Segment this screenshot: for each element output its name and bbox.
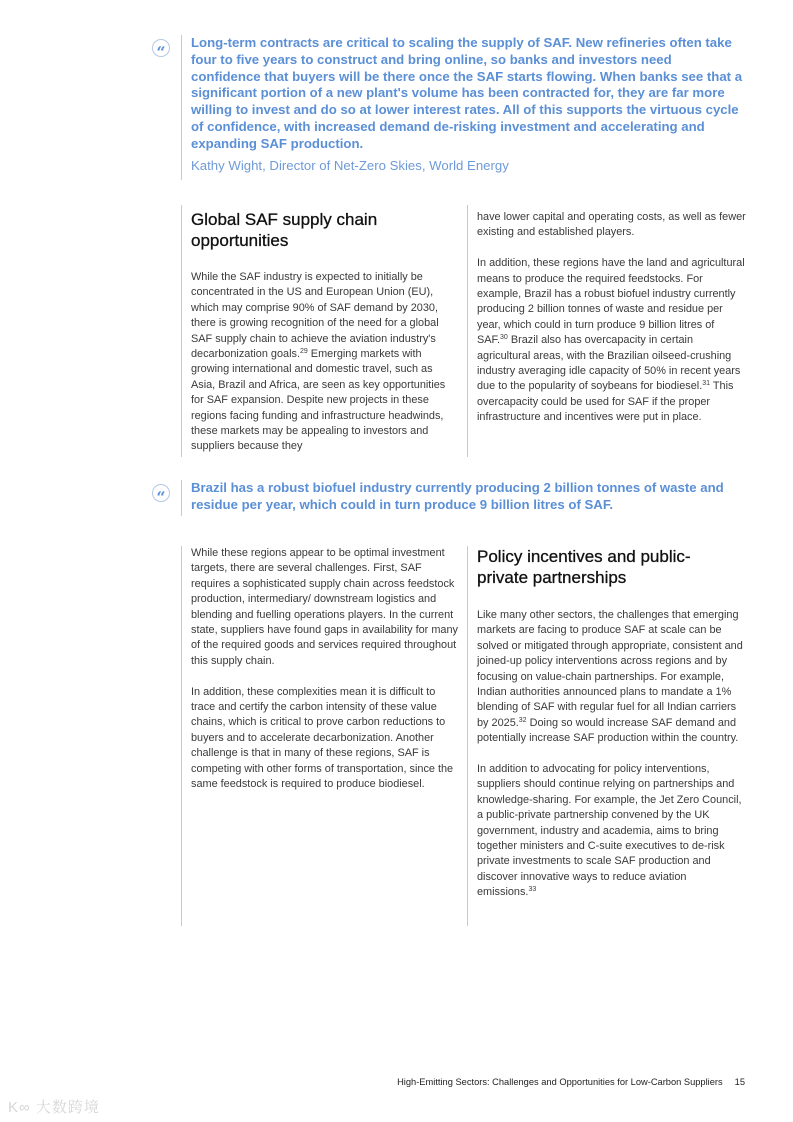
divider: [181, 205, 182, 457]
pull-quote: Long-term contracts are critical to scaling the supply of SAF. New refineries often take four to five years to construct and bring online, so banks and investors need confidence that buyers will be there once the SAF starts flowing. When banks see that a significant portion of a new plant's volume has been contracted for, they are far more willing to invest and do so at lower interest rates. All of this supports the virtuous cycle of confidence, with increased demand de-risking investment and accelerating and expanding SAF production.: [191, 35, 743, 151]
divider: [181, 480, 182, 516]
footnote-ref: 33: [528, 886, 537, 894]
section1-left-column: [191, 270, 453, 470]
paragraph-text: Emerging markets with growing international and domestic travel, such as Asia, Brazil and Africa, are seen as key opportunities for SAF expansion. Despite new projects in these regions facing funding and infrastructure headwinds, these markets may be appealing to investors and suppliers because they: [191, 348, 446, 453]
paragraph-text: In addition, these regions have the land and agricultural means to produce the required feedstocks. For example, Brazil has a robust biofuel industry currently producing 2 billion tonnes of waste and residue per year, which could in turn produce 9 billion litres of SAF.: [477, 257, 745, 347]
footnote-ref: 29: [299, 348, 308, 356]
column-divider: [467, 205, 468, 457]
divider: [181, 35, 182, 180]
footnote-ref: 32: [518, 716, 527, 724]
paragraph-text: This overcapacity could be used for SAF if the proper infrastructure and incentives were put in place.: [477, 380, 734, 424]
watermark-logo: K∞ 大数跨境: [8, 1099, 100, 1116]
pull-quote: Brazil has a robust biofuel industry currently producing 2 billion tonnes of waste and residue per year, which could in turn produce 9 billion litres of SAF.: [191, 480, 724, 512]
section2-left-column: [191, 546, 461, 808]
quote-icon: “: [152, 484, 170, 502]
section-heading: Global SAF supply chain opportunities: [191, 210, 378, 250]
paragraph-text: While the SAF industry is expected to initially be concentrated in the US and European Union (EU), which may comprise 90% of SAF demand by 2030, there is growing recognition of the need for a global SAF supply chain to achieve the aviation industry's decarbonization goals.: [191, 271, 439, 361]
footer-title: High-Emitting Sectors: Challenges and Opportunities for Low-Carbon Suppliers: [397, 1077, 723, 1087]
quote-icon: “: [152, 39, 170, 57]
paragraph-text: Doing so would increase SAF demand and potentially increase SAF production within the country.: [477, 716, 739, 745]
section2-right-column: [477, 608, 745, 916]
page-number: 15: [734, 1077, 745, 1087]
footnote-ref: 30: [500, 334, 508, 342]
section-heading: Policy incentives and public-private partnerships: [477, 547, 691, 587]
paragraph-text: Like many other sectors, the challenges that emerging markets are facing to produce SAF at scale can be solved or mitigated through appropriate, consistent and joined-up policy interventions across regions and by focusing on value-chain partnerships. For example, Indian authorities announced plans to mandate a 1% blending of SAF with regular fuel for all Indian carriers by 2025.: [477, 609, 743, 729]
quote-attribution: Kathy Wight, Director of Net-Zero Skies, World Energy: [191, 158, 509, 173]
page-footer: [397, 1077, 745, 1087]
section1-right-column: [477, 210, 747, 441]
paragraph-text: In addition to advocating for policy interventions, suppliers should continue relying on partnerships and knowledge-sharing. For example, the Jet Zero Council, a public-private partnership convened by the UK government, industry and academia, aims to bring together ministers and C-suite executives to de-risk private investments to scale SAF production and discover innovative ways to reduce aviation emissions.: [477, 763, 742, 899]
paragraph-text: Brazil also has overcapacity in certain agricultural areas, with the Brazilian oilseed-crushing industry averaging idle capacity of 50% in recent years due to the popularity of soybeans for biodiesel.: [477, 334, 741, 393]
column-divider: [467, 546, 468, 926]
divider: [181, 546, 182, 926]
paragraph: have lower capital and operating costs, as well as fewer existing and established players.: [477, 211, 746, 239]
paragraph: In addition, these complexities mean it is difficult to trace and certify the carbon intensity of these value chains, which is critical to prove carbon reductions to buyers and to accelerate decarbonization. Another challenge is that in many of these regions, SAF is competing with other forms of transportation, since the same feedstock is required to produce biodiesel.: [191, 685, 454, 791]
footnote-ref: 31: [702, 380, 711, 388]
paragraph: While these regions appear to be optimal investment targets, there are several challenges. First, SAF requires a sophisticated supply chain across feedstock production, intermediary/ downstream logistics and blending and fuelling operations players. In the current state, suppliers have found gaps in availability for many of the required goods and services required throughout this supply chain.: [191, 547, 458, 667]
